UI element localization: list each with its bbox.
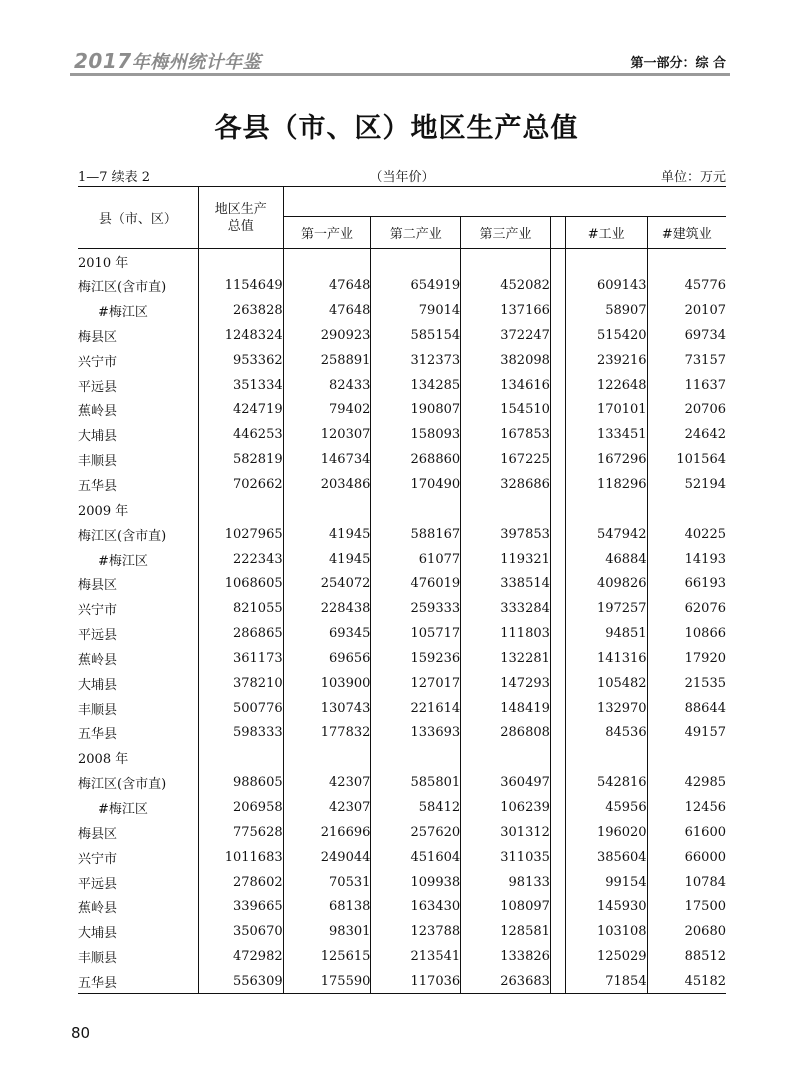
empty-cell xyxy=(647,249,726,274)
table-row xyxy=(78,870,726,895)
gdp-value: 598333 xyxy=(198,721,283,746)
empty-cell xyxy=(371,249,461,274)
col-header-primary: 第一产业 xyxy=(283,217,371,249)
book-title xyxy=(74,48,261,74)
construction-value: 45776 xyxy=(684,278,726,294)
secondary-value: 170490 xyxy=(371,472,461,497)
industry-value: 105482 xyxy=(565,671,647,696)
construction-value: 10784 xyxy=(684,874,726,890)
gap-cell xyxy=(550,870,565,895)
book-title-text: 年梅州统计年鉴 xyxy=(131,52,262,73)
secondary-value: 158093 xyxy=(371,422,461,447)
secondary-value: 190807 xyxy=(371,398,461,423)
table-row xyxy=(78,571,726,596)
primary-value: 120307 xyxy=(283,422,371,447)
gdp-value: 500776 xyxy=(198,696,283,721)
gap-cell xyxy=(550,472,565,497)
construction-value: 45182 xyxy=(684,973,726,989)
primary-value: 125615 xyxy=(283,944,371,969)
tertiary-value: 372247 xyxy=(461,323,551,348)
gap-cell xyxy=(550,422,565,447)
region-name: 蕉岭县 xyxy=(78,646,198,671)
industry-value: 141316 xyxy=(565,646,647,671)
industry-value: 45956 xyxy=(565,795,647,820)
gap-cell xyxy=(550,571,565,596)
table-row xyxy=(78,721,726,746)
region-name: 平远县 xyxy=(78,373,198,398)
primary-value: 69345 xyxy=(283,621,371,646)
price-basis: （当年价） xyxy=(369,170,435,185)
primary-value: 146734 xyxy=(283,447,371,472)
secondary-value: 585801 xyxy=(371,770,461,795)
table-row xyxy=(78,646,726,671)
region-name: 五华县 xyxy=(78,721,198,746)
region-name: 梅江区(含市直) xyxy=(78,273,198,298)
empty-cell xyxy=(550,745,565,770)
primary-value: 98301 xyxy=(283,919,371,944)
tertiary-value: 132281 xyxy=(461,646,551,671)
secondary-value: 259333 xyxy=(371,596,461,621)
empty-cell xyxy=(371,497,461,522)
tertiary-value: 452082 xyxy=(461,273,551,298)
table-row xyxy=(78,919,726,944)
secondary-value: 127017 xyxy=(371,671,461,696)
industry-value: 542816 xyxy=(565,770,647,795)
industry-value: 46884 xyxy=(565,547,647,572)
construction-value: 10866 xyxy=(684,626,726,642)
tertiary-value: 360497 xyxy=(461,770,551,795)
region-name: 兴宁市 xyxy=(78,845,198,870)
primary-value: 290923 xyxy=(283,323,371,348)
secondary-value: 109938 xyxy=(371,870,461,895)
page-number: 80 xyxy=(71,1024,91,1042)
industry-value: 170101 xyxy=(565,398,647,423)
construction-value: 42985 xyxy=(684,775,726,791)
empty-cell xyxy=(647,497,726,522)
primary-value: 42307 xyxy=(283,795,371,820)
industry-value: 103108 xyxy=(565,919,647,944)
col-header-industry: #工业 xyxy=(565,217,647,249)
year-row xyxy=(78,497,726,522)
empty-cell xyxy=(283,745,371,770)
tertiary-value: 286808 xyxy=(461,721,551,746)
table-row xyxy=(78,621,726,646)
tertiary-value: 133826 xyxy=(461,944,551,969)
tertiary-value: 328686 xyxy=(461,472,551,497)
secondary-value: 117036 xyxy=(371,969,461,994)
secondary-value: 451604 xyxy=(371,845,461,870)
gdp-value: 424719 xyxy=(198,398,283,423)
gdp-value: 556309 xyxy=(198,969,283,994)
primary-value: 216696 xyxy=(283,820,371,845)
table-row xyxy=(78,547,726,572)
tertiary-value: 119321 xyxy=(461,547,551,572)
gap-cell xyxy=(550,696,565,721)
secondary-value: 79014 xyxy=(371,298,461,323)
gap-cell xyxy=(550,323,565,348)
empty-cell xyxy=(198,249,283,274)
construction-value: 20680 xyxy=(684,924,726,940)
table-row xyxy=(78,944,726,969)
construction-value: 66000 xyxy=(684,849,726,865)
primary-value: 41945 xyxy=(283,522,371,547)
table-row xyxy=(78,422,726,447)
secondary-value: 257620 xyxy=(371,820,461,845)
gap-cell xyxy=(550,646,565,671)
empty-cell xyxy=(461,249,551,274)
gdp-value: 821055 xyxy=(198,596,283,621)
table-row xyxy=(78,522,726,547)
region-name: 平远县 xyxy=(78,870,198,895)
construction-value: 69734 xyxy=(684,327,726,343)
header-row xyxy=(78,187,726,217)
tertiary-value: 98133 xyxy=(461,870,551,895)
industry-value: 385604 xyxy=(565,845,647,870)
primary-value: 41945 xyxy=(283,547,371,572)
tertiary-value: 167853 xyxy=(461,422,551,447)
industry-value: 196020 xyxy=(565,820,647,845)
table-row xyxy=(78,795,726,820)
primary-value: 68138 xyxy=(283,894,371,919)
region-name: #梅江区 xyxy=(78,547,198,572)
region-name: 蕉岭县 xyxy=(78,398,198,423)
industry-value: 239216 xyxy=(565,348,647,373)
gdp-value: 472982 xyxy=(198,944,283,969)
industry-value: 84536 xyxy=(565,721,647,746)
tertiary-value: 338514 xyxy=(461,571,551,596)
table-row xyxy=(78,596,726,621)
gdp-value: 1027965 xyxy=(198,522,283,547)
construction-value: 21535 xyxy=(684,675,726,691)
industry-value: 132970 xyxy=(565,696,647,721)
region-name: 梅江区(含市直) xyxy=(78,770,198,795)
region-name: 丰顺县 xyxy=(78,696,198,721)
industry-value: 167296 xyxy=(565,447,647,472)
construction-value: 88644 xyxy=(684,700,726,716)
secondary-value: 312373 xyxy=(371,348,461,373)
year-row xyxy=(78,249,726,274)
gap-cell xyxy=(550,671,565,696)
gap-cell xyxy=(550,373,565,398)
gdp-value: 446253 xyxy=(198,422,283,447)
gap-cell xyxy=(550,596,565,621)
primary-value: 47648 xyxy=(283,273,371,298)
empty-cell xyxy=(283,249,371,274)
page-title: 各县（市、区）地区生产总值 xyxy=(214,113,579,144)
header-rule xyxy=(70,73,730,76)
region-name: 兴宁市 xyxy=(78,348,198,373)
table-row xyxy=(78,298,726,323)
gdp-value: 953362 xyxy=(198,348,283,373)
secondary-value: 213541 xyxy=(371,944,461,969)
gdp-value: 278602 xyxy=(198,870,283,895)
empty-cell xyxy=(371,745,461,770)
secondary-value: 163430 xyxy=(371,894,461,919)
section-label: 第一部分：综 合 xyxy=(630,56,726,71)
construction-value: 101564 xyxy=(676,452,726,468)
primary-value: 79402 xyxy=(283,398,371,423)
empty-cell xyxy=(461,745,551,770)
gap-cell xyxy=(550,894,565,919)
table-id: 1—7 续表 2 xyxy=(78,170,151,185)
construction-value: 12456 xyxy=(684,799,726,815)
construction-value: 14193 xyxy=(684,551,726,567)
col-header-construction: #建筑业 xyxy=(647,217,726,249)
col-header-secondary: 第二产业 xyxy=(371,217,461,249)
primary-value: 175590 xyxy=(283,969,371,994)
tertiary-value: 137166 xyxy=(461,298,551,323)
gdp-value: 988605 xyxy=(198,770,283,795)
tertiary-value: 128581 xyxy=(461,919,551,944)
col-header-gdp-line1: 地区生产 xyxy=(214,201,267,217)
construction-value: 11637 xyxy=(684,377,726,393)
industry-value: 409826 xyxy=(565,571,647,596)
table-body xyxy=(78,249,726,994)
year-row xyxy=(78,745,726,770)
gap-cell xyxy=(550,919,565,944)
gap-cell xyxy=(550,547,565,572)
empty-cell xyxy=(198,497,283,522)
construction-value: 20107 xyxy=(684,303,726,319)
construction-value: 62076 xyxy=(684,601,726,617)
region-name: 五华县 xyxy=(78,969,198,994)
table-row xyxy=(78,273,726,298)
industry-value: 94851 xyxy=(565,621,647,646)
empty-cell xyxy=(550,497,565,522)
region-name: 梅县区 xyxy=(78,323,198,348)
tertiary-value: 382098 xyxy=(461,348,551,373)
gap-cell xyxy=(550,298,565,323)
tertiary-value: 154510 xyxy=(461,398,551,423)
table-row xyxy=(78,671,726,696)
table-row xyxy=(78,845,726,870)
construction-value: 88512 xyxy=(684,949,726,965)
table-row xyxy=(78,894,726,919)
gap-cell xyxy=(550,795,565,820)
industry-value: 609143 xyxy=(565,273,647,298)
empty-cell xyxy=(647,745,726,770)
construction-value: 61600 xyxy=(684,824,726,840)
industry-value: 145930 xyxy=(565,894,647,919)
construction-value: 49157 xyxy=(684,725,726,741)
gdp-value: 702662 xyxy=(198,472,283,497)
gdp-value: 339665 xyxy=(198,894,283,919)
tertiary-value: 397853 xyxy=(461,522,551,547)
primary-value: 203486 xyxy=(283,472,371,497)
region-name: 兴宁市 xyxy=(78,596,198,621)
industry-value: 125029 xyxy=(565,944,647,969)
primary-value: 69656 xyxy=(283,646,371,671)
secondary-value: 159236 xyxy=(371,646,461,671)
secondary-value: 221614 xyxy=(371,696,461,721)
construction-value: 52194 xyxy=(684,477,726,493)
tertiary-value: 147293 xyxy=(461,671,551,696)
primary-value: 130743 xyxy=(283,696,371,721)
primary-value: 258891 xyxy=(283,348,371,373)
col-header-tertiary: 第三产业 xyxy=(461,217,551,249)
table-row xyxy=(78,373,726,398)
industry-value: 133451 xyxy=(565,422,647,447)
secondary-value: 123788 xyxy=(371,919,461,944)
tertiary-value: 111803 xyxy=(461,621,551,646)
tertiary-value: 134616 xyxy=(461,373,551,398)
col-header-gdp-line2: 总值 xyxy=(227,218,254,234)
primary-value: 47648 xyxy=(283,298,371,323)
primary-value: 228438 xyxy=(283,596,371,621)
tertiary-value: 333284 xyxy=(461,596,551,621)
gap-cell xyxy=(550,820,565,845)
primary-value: 82433 xyxy=(283,373,371,398)
construction-value: 73157 xyxy=(684,352,726,368)
industry-value: 515420 xyxy=(565,323,647,348)
gdp-value: 1154649 xyxy=(198,273,283,298)
tertiary-value: 106239 xyxy=(461,795,551,820)
secondary-value: 268860 xyxy=(371,447,461,472)
region-name: 蕉岭县 xyxy=(78,894,198,919)
gdp-value: 361173 xyxy=(198,646,283,671)
gdp-value: 206958 xyxy=(198,795,283,820)
gap-cell xyxy=(550,770,565,795)
region-name: 丰顺县 xyxy=(78,447,198,472)
region-name: 大埔县 xyxy=(78,422,198,447)
construction-value: 66193 xyxy=(684,576,726,592)
year-label: 2010 年 xyxy=(78,249,198,274)
empty-cell xyxy=(283,497,371,522)
running-header xyxy=(70,44,730,74)
region-name: 五华县 xyxy=(78,472,198,497)
table-row xyxy=(78,472,726,497)
primary-value: 103900 xyxy=(283,671,371,696)
empty-cell xyxy=(198,745,283,770)
year-label: 2008 年 xyxy=(78,745,198,770)
primary-value: 254072 xyxy=(283,571,371,596)
industry-value: 58907 xyxy=(565,298,647,323)
construction-value: 17920 xyxy=(684,650,726,666)
table-row xyxy=(78,696,726,721)
gdp-value: 286865 xyxy=(198,621,283,646)
industry-value: 122648 xyxy=(565,373,647,398)
industry-value: 197257 xyxy=(565,596,647,621)
tertiary-value: 301312 xyxy=(461,820,551,845)
tertiary-value: 108097 xyxy=(461,894,551,919)
table-row xyxy=(78,969,726,994)
col-header-region: 县（市、区） xyxy=(78,187,198,249)
gdp-value: 263828 xyxy=(198,298,283,323)
secondary-value: 654919 xyxy=(371,273,461,298)
gdp-value: 1068605 xyxy=(198,571,283,596)
gdp-value: 351334 xyxy=(198,373,283,398)
construction-value: 40225 xyxy=(684,526,726,542)
gdp-value: 350670 xyxy=(198,919,283,944)
secondary-value: 58412 xyxy=(371,795,461,820)
gap-cell xyxy=(550,969,565,994)
table-row xyxy=(78,770,726,795)
gdp-value: 775628 xyxy=(198,820,283,845)
region-name: #梅江区 xyxy=(78,795,198,820)
gdp-value: 582819 xyxy=(198,447,283,472)
empty-cell xyxy=(550,249,565,274)
book-title-year: 2017 xyxy=(74,49,132,73)
tertiary-value: 167225 xyxy=(461,447,551,472)
gap-cell xyxy=(550,721,565,746)
secondary-value: 588167 xyxy=(371,522,461,547)
gap-cell xyxy=(550,398,565,423)
industry-value: 118296 xyxy=(565,472,647,497)
secondary-value: 134285 xyxy=(371,373,461,398)
col-header-gdp xyxy=(198,187,283,249)
construction-value: 24642 xyxy=(684,427,726,443)
region-name: 梅县区 xyxy=(78,820,198,845)
region-name: 大埔县 xyxy=(78,919,198,944)
tertiary-value: 263683 xyxy=(461,969,551,994)
gap-cell xyxy=(550,348,565,373)
construction-value: 17500 xyxy=(684,899,726,915)
industry-value: 71854 xyxy=(565,969,647,994)
gdp-value: 378210 xyxy=(198,671,283,696)
region-name: 梅县区 xyxy=(78,571,198,596)
table-row xyxy=(78,447,726,472)
industry-value: 99154 xyxy=(565,870,647,895)
primary-value: 249044 xyxy=(283,845,371,870)
gap-cell xyxy=(550,273,565,298)
region-name: 丰顺县 xyxy=(78,944,198,969)
primary-value: 70531 xyxy=(283,870,371,895)
region-name: 大埔县 xyxy=(78,671,198,696)
primary-value: 42307 xyxy=(283,770,371,795)
region-name: 梅江区(含市直) xyxy=(78,522,198,547)
gap-cell xyxy=(550,621,565,646)
gap-cell xyxy=(550,522,565,547)
gdp-value: 1011683 xyxy=(198,845,283,870)
secondary-value: 585154 xyxy=(371,323,461,348)
gdp-table xyxy=(78,186,726,994)
table-meta xyxy=(78,166,726,186)
industry-value: 547942 xyxy=(565,522,647,547)
secondary-value: 476019 xyxy=(371,571,461,596)
empty-cell xyxy=(461,497,551,522)
header-spacer xyxy=(283,187,726,217)
gap-cell xyxy=(550,845,565,870)
secondary-value: 133693 xyxy=(371,721,461,746)
primary-value: 177832 xyxy=(283,721,371,746)
empty-cell xyxy=(565,497,647,522)
year-label: 2009 年 xyxy=(78,497,198,522)
gap-cell xyxy=(550,447,565,472)
gdp-value: 222343 xyxy=(198,547,283,572)
unit-label: 单位：万元 xyxy=(660,170,726,185)
secondary-value: 61077 xyxy=(371,547,461,572)
tertiary-value: 148419 xyxy=(461,696,551,721)
col-header-gap xyxy=(550,217,565,249)
region-name: #梅江区 xyxy=(78,298,198,323)
region-name: 平远县 xyxy=(78,621,198,646)
tertiary-value: 311035 xyxy=(461,845,551,870)
secondary-value: 105717 xyxy=(371,621,461,646)
table-row xyxy=(78,323,726,348)
empty-cell xyxy=(565,249,647,274)
gdp-value: 1248324 xyxy=(198,323,283,348)
empty-cell xyxy=(565,745,647,770)
table-row xyxy=(78,398,726,423)
table-row xyxy=(78,348,726,373)
table-row xyxy=(78,820,726,845)
gap-cell xyxy=(550,944,565,969)
construction-value: 20706 xyxy=(684,402,726,418)
